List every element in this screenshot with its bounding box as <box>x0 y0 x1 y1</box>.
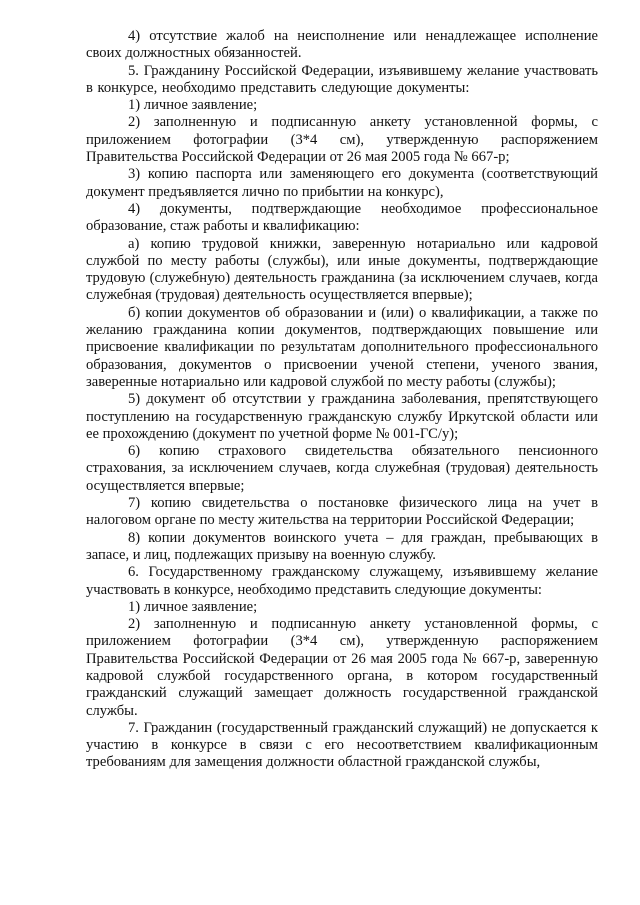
paragraph-5-3-passport: 3) копию паспорта или заменяющего его документа (соответствующий документ предъявляется лично по прибытии на конкурс), <box>86 166 598 200</box>
paragraph-5-8-military-documents: 8) копии документов воинского учета – для граждан, пребывающих в запасе, и лиц, подлежащих призыву на военную службу. <box>86 529 598 563</box>
paragraph-4-no-complaints: 4) отсутствие жалоб на неисполнение или ненадлежащее исполнение своих должностных обязанностей. <box>86 28 598 62</box>
paragraph-5-5-medical-certificate: 5) документ об отсутствии у гражданина заболевания, препятствующего поступлению на государственную гражданскую службу Иркутской области или ее прохождению (документ по учетной форме № 001-ГС/у); <box>86 391 598 442</box>
paragraph-5-7-tax-registration: 7) копию свидетельства о постановке физического лица на учет в налоговом органе по месту жительства на территории Российской Федерации; <box>86 495 598 529</box>
paragraph-6-1-application: 1) личное заявление; <box>128 598 258 615</box>
paragraph-7-not-admitted: 7. Гражданин (государственный гражданский служащий) не допускается к участию в конкурсе в связи с его несоответствием квалификационным требованиям для замещения должности областной гражданской службы, <box>86 719 598 771</box>
paragraph-6-civil-servant-documents: 6. Государственному гражданскому служащему, изъявившему желание участвовать в конкурсе, необходимо представить следующие документы: <box>86 564 598 598</box>
paragraph-5-citizen-documents: 5. Гражданину Российской Федерации, изъявившему желание участвовать в конкурсе, необходимо представить следующие документы: <box>86 62 598 96</box>
paragraph-5-6-pension-insurance: 6) копию страхового свидетельства обязательного пенсионного страхования, за исключением случаев, когда служебная (трудовая) деятельность осуществляется впервые; <box>86 443 598 494</box>
paragraph-5-4-qualification-documents: 4) документы, подтверждающие необходимое профессиональное образование, стаж работы и квалификацию: <box>86 200 598 235</box>
paragraph-5-1-application: 1) личное заявление; <box>128 97 258 114</box>
paragraph-5-2-questionnaire: 2) заполненную и подписанную анкету установленной формы, с приложением фотографии (3*4 см), утвержденную распоряжением Правительства Российской Федерации от 26 мая 2005 года № 667-р; <box>86 114 598 166</box>
paragraph-6-2-questionnaire: 2) заполненную и подписанную анкету установленной формы, с приложением фотографии (3*4 см), утвержденную распоряжением Правительства Российской Федерации от 26 мая 2005 года № 667-р, заверенную кадровой службой государственного органа, в котором государственный гражданский служащий замещает должность государственной гражданской службы. <box>86 616 598 719</box>
paragraph-5-4a-employment-record: а) копию трудовой книжки, заверенную нотариально или кадровой службой по месту работы (службы), или иные документы, подтверждающие трудовую (служебную) деятельность гражданина (за исключением случаев, когда служебная (трудовая) деятельность осуществляется впервые); <box>86 235 598 304</box>
paragraph-5-4b-education-copies: б) копии документов об образовании и (или) о квалификации, а также по желанию гражданина копии документов, подтверждающих повышение или присвоение квалификации по результатам дополнительного профессионального образования, документов о присвоении ученой степени, ученого звания, заверенные нотариально или кадровой службой по месту работы (службы); <box>86 304 598 390</box>
